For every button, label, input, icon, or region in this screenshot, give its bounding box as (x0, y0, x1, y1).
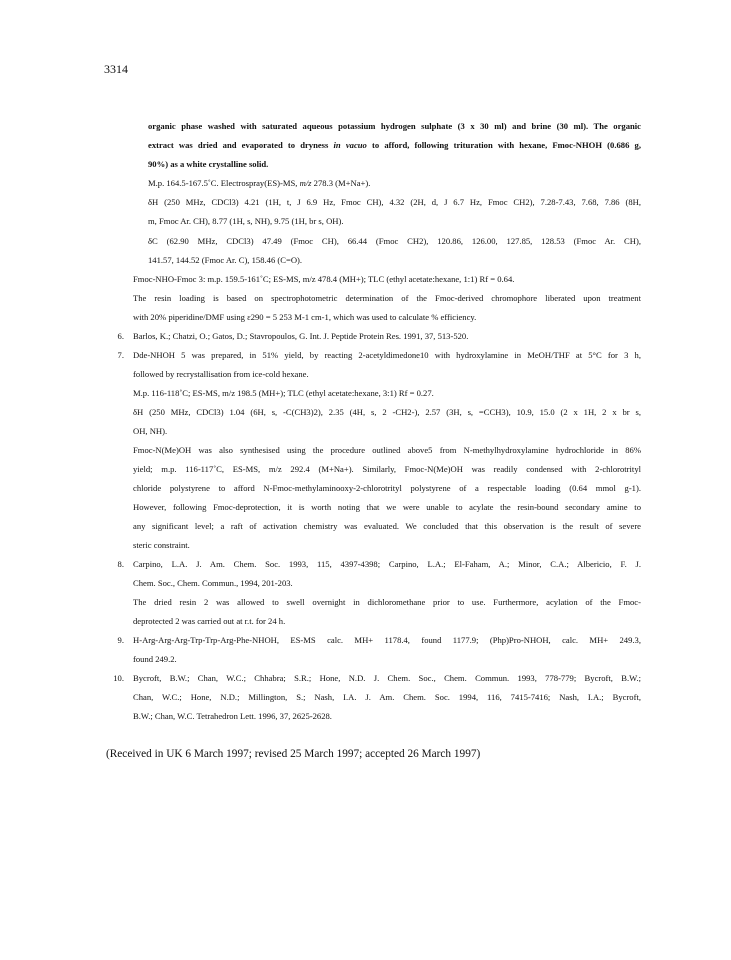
note-text: However, following Fmoc-deprotection, it is worth noting that we were unable to acylate the resin-bound secondary amine to (133, 502, 641, 512)
text-line: The resin loading is based on spectrophotometric determination of the Fmoc-derived chromophore liberated upon treatment (133, 293, 641, 303)
text-line: Fmoc-NHO-Fmoc 3: m.p. 159.5-161˚C; ES-MS, m/z 478.4 (MH+); TLC (ethyl acetate:hexane, 1:1) Rf = 0.64. (133, 274, 515, 284)
note-text: Barlos, K.; Chatzi, O.; Gatos, D.; Stavropoulos, G. Int. J. Peptide Protein Res. 1991, 37, 513-520. (133, 331, 469, 341)
note-text: deprotected 2 was carried out at r.t. for 24 h. (133, 616, 286, 626)
text-line: organic phase washed with saturated aqueous potassium hydrogen sulphate (3 x 30 ml) and brine (30 ml). The organic (148, 121, 641, 131)
text-line: M.p. 164.5-167.5˚C. Electrospray(ES)-MS, m/z 278.3 (M+Na+). (148, 178, 371, 188)
note-text: OH, NH). (133, 426, 168, 436)
note-text: B.W.; Chan, W.C. Tetrahedron Lett. 1996, 37, 2625-2628. (133, 711, 332, 721)
note-text: Dde-NHOH 5 was prepared, in 51% yield, by reacting 2-acetyldimedone10 with hydroxylamine in MeOH/THF at 5°C for 3 h, (133, 350, 641, 360)
note-number: 10. (113, 673, 124, 683)
note-number: 8. (117, 559, 124, 569)
received-dates: (Received in UK 6 March 1997; revised 25 March 1997; accepted 26 March 1997) (106, 748, 481, 760)
note-text: The dried resin 2 was allowed to swell overnight in dichloromethane prior to use. Furthermore, acylation of the Fmoc- (133, 597, 641, 607)
note-text: followed by recrystallisation from ice-cold hexane. (133, 369, 309, 379)
note-text: H-Arg-Arg-Arg-Trp-Trp-Arg-Phe-NHOH, ES-MS calc. MH+ 1178.4, found 1177.9; (Php)Pro-NHOH, calc. MH+ 249.3, (133, 635, 641, 645)
note-text: any significant level; a raft of activation chemistry was evaluated. We concluded that this observation is the result of severe (133, 521, 641, 531)
text-line: with 20% piperidine/DMF using ε290 = 5 253 M-1 cm-1, which was used to calculate % efficiency. (133, 312, 477, 322)
note-text: M.p. 116-118˚C; ES-MS, m/z 198.5 (MH+); TLC (ethyl acetate:hexane, 3:1) Rf = 0.27. (133, 388, 434, 398)
text-line: δC (62.90 MHz, CDCl3) 47.49 (Fmoc CH), 66.44 (Fmoc CH2), 120.86, 126.00, 127.85, 128.53 (Fmoc Ar. CH), (148, 236, 641, 246)
note-text: Chan, W.C.; Hone, N.D.; Millington, S.; Nash, I.A. J. Am. Chem. Soc. 1994, 116, 7415-7416; Nash, I.A.; Bycroft, (133, 692, 641, 702)
note-text: found 249.2. (133, 654, 177, 664)
note-number: 6. (117, 331, 124, 341)
text-line: m, Fmoc Ar. CH), 8.77 (1H, s, NH), 9.75 (1H, br s, OH). (148, 216, 344, 226)
text-line: 90%) as a white crystalline solid. (148, 159, 269, 169)
note-text: steric constraint. (133, 540, 190, 550)
note-text: Chem. Soc., Chem. Commun., 1994, 201-203. (133, 578, 293, 588)
note-text: chloride polystyrene to afford N-Fmoc-methylaminooxy-2-chlorotrityl polystyrene of a respectable loading (0.64 mmol g-1). (133, 483, 641, 493)
note-text: δH (250 MHz, CDCl3) 1.04 (6H, s, -C(CH3)2), 2.35 (4H, s, 2 -CH2-), 2.57 (3H, s, =CCH3), 10.9, 15.0 (2 x 1H, 2 x br s, (133, 407, 641, 417)
note-text: Carpino, L.A. J. Am. Chem. Soc. 1993, 115, 4397-4398; Carpino, L.A.; El-Faham, A.; Minor, C.A.; Albericio, F. J. (133, 559, 641, 569)
text-line: 141.57, 144.52 (Fmoc Ar. C), 158.46 (C=O). (148, 255, 303, 265)
note-text: yield; m.p. 116-117˚C, ES-MS, m/z 292.4 (M+Na+). Similarly, Fmoc-N(Me)OH was readily condensed with 2-chlorotrityl (133, 464, 641, 474)
note-number: 9. (117, 635, 124, 645)
note-text: Fmoc-N(Me)OH was also synthesised using the procedure outlined above5 from N-methylhydroxylamine hydrochloride in 86% (133, 445, 641, 455)
note-number: 7. (117, 350, 124, 360)
note-text: Bycroft, B.W.; Chan, W.C.; Chhabra; S.R.; Hone, N.D. J. Chem. Soc., Chem. Commun. 1993, 778-779; Bycroft, B.W.; (133, 673, 641, 683)
text-line: δH (250 MHz, CDCl3) 4.21 (1H, t, J 6.9 Hz, Fmoc CH), 4.32 (2H, d, J 6.7 Hz, Fmoc CH2), 7.28-7.43, 7.68, 7.86 (8H, (148, 197, 641, 207)
text-line: extract was dried and evaporated to dryness in vacuo to afford, following trituration with hexane, Fmoc-NHOH (0.686 g, (148, 140, 641, 150)
page-number: 3314 (104, 62, 128, 76)
